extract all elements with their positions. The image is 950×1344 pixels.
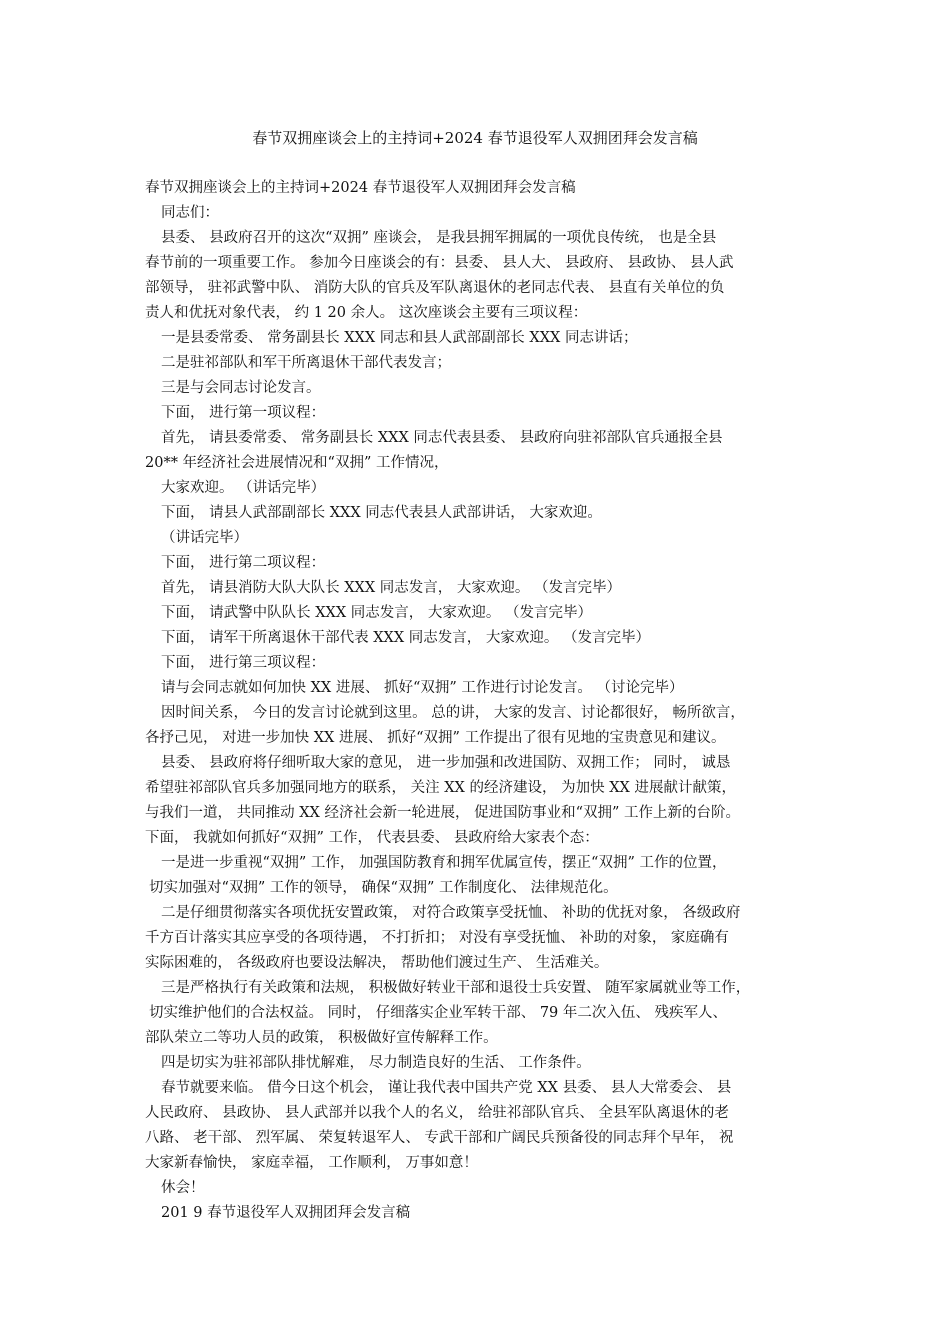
paragraph-line: 三是严格执行有关政策和法规， 积极做好转业干部和退役士兵安置、 随军家属就业等工作， xyxy=(161,980,751,996)
paragraph-line: 各抒己见， 对进一步加快 XX 进展、 抓好“双拥” 工作提出了很有见地的宝贵意见和建议。 xyxy=(145,730,726,746)
paragraph-line: 因时间关系， 今日的发言讨论就到这里。 总的讲， 大家的发言、讨论都很好， 畅所欲言， xyxy=(161,705,745,721)
document-title: 春节双拥座谈会上的主持词+2024 春节退役军人双拥团拜会发言稿 xyxy=(252,129,698,147)
paragraph-line: 三是与会同志讨论发言。 xyxy=(161,380,321,396)
paragraph-line: 请与会同志就如何加快 XX 进展、 抓好“双拥” 工作进行讨论发言。 （讨论完毕） xyxy=(161,680,684,696)
paragraph-line: （讲话完毕） xyxy=(161,530,248,546)
paragraph-line: 与我们一道， 共同推动 XX 经济社会新一轮进展， 促进国防事业和“双拥” 工作上新的台阶。 xyxy=(145,805,741,821)
paragraph-line: 春节就要来临。 借今日这个机会， 谨让我代表中国共产党 XX 县委、 县人大常委会、 县 xyxy=(161,1080,732,1096)
paragraph-line: 下面， 我就如何抓好“双拥” 工作， 代表县委、 县政府给大家表个态： xyxy=(145,830,599,846)
paragraph-line: 下面， 请武警中队队长 XXX 同志发言， 大家欢迎。 （发言完毕） xyxy=(161,605,593,621)
paragraph-line: 201 9 春节退役军人双拥团拜会发言稿 xyxy=(161,1205,411,1221)
paragraph-line: 下面， 进行第二项议程： xyxy=(161,555,326,571)
paragraph-line: 希望驻祁部队官兵多加强同地方的联系， 关注 XX 的经济建设， 为加快 XX 进展献计献策， xyxy=(145,780,736,796)
paragraph-line: 首先， 请县消防大队大队长 XXX 同志发言， 大家欢迎。 （发言完毕） xyxy=(161,580,622,596)
paragraph-line: 首先， 请县委常委、 常务副县长 XXX 同志代表县委、 县政府向驻祁部队官兵通报全县 xyxy=(161,430,723,446)
paragraph-line: 下面， 进行第三项议程： xyxy=(161,655,326,671)
paragraph-line: 责人和优抚对象代表， 约 1 20 余人。 这次座谈会主要有三项议程： xyxy=(145,305,588,321)
paragraph-line: 人民政府、 县政协、 县人武部并以我个人的名义， 给驻祁部队官兵、 全县军队离退休的老 xyxy=(145,1105,729,1121)
paragraph-line: 春节双拥座谈会上的主持词+2024 春节退役军人双拥团拜会发言稿 xyxy=(145,180,576,196)
paragraph-line: 切实维护他们的合法权益。 同时， 仔细落实企业军转干部、 79 年二次入伍、 残疾军人、 xyxy=(149,1005,727,1021)
paragraph-line: 大家新春愉快， 家庭幸福， 工作顺利， 万事如意！ xyxy=(145,1155,478,1171)
paragraph-line: 下面， 请县人武部副部长 XXX 同志代表县人武部讲话， 大家欢迎。 xyxy=(161,505,602,521)
paragraph-line: 一是县委常委、 常务副县长 XXX 同志和县人武部副部长 XXX 同志讲话； xyxy=(161,330,638,346)
paragraph-line: 春节前的一项重要工作。 参加今日座谈会的有：县委、 县人大、 县政府、 县政协、 县人武 xyxy=(145,255,734,271)
paragraph-line: 实际困难的， 各级政府也要设法解决， 帮助他们渡过生产、 生活难关。 xyxy=(145,955,609,971)
paragraph-line: 大家欢迎。 （讲话完毕） xyxy=(161,480,326,496)
paragraph-line: 切实加强对“双拥” 工作的领导， 确保“双拥” 工作制度化、 法律规范化。 xyxy=(149,880,618,896)
paragraph-line: 部队荣立二等功人员的政策， 积极做好宣传解释工作。 xyxy=(145,1030,498,1046)
paragraph-line: 八路、 老干部、 烈军属、 荣复转退军人、 专武干部和广阔民兵预备役的同志拜个早年， 祝 xyxy=(145,1130,734,1146)
paragraph-line: 二是仔细贯彻落实各项优抚安置政策， 对符合政策享受抚恤、 补助的优抚对象， 各级政府 xyxy=(161,905,741,921)
paragraph-line: 20** 年经济社会进展情况和“双拥” 工作情况， xyxy=(145,455,449,471)
paragraph-line: 县委、 县政府将仔细听取大家的意见， 进一步加强和改进国防、双拥工作； 同时， 诚恳 xyxy=(161,755,731,771)
paragraph-line: 一是进一步重视“双拥” 工作， 加强国防教育和拥军优属宣传，摆正“双拥” 工作的位置， xyxy=(161,855,727,871)
paragraph-line: 下面， 请军干所离退休干部代表 XXX 同志发言， 大家欢迎。 （发言完毕） xyxy=(161,630,651,646)
paragraph-line: 同志们： xyxy=(161,205,219,221)
paragraph-line: 下面， 进行第一项议程： xyxy=(161,405,326,421)
paragraph-line: 四是切实为驻祁部队排忧解难， 尽力制造良好的生活、 工作条件。 xyxy=(161,1055,591,1071)
paragraph-line: 县委、 县政府召开的这次“双拥” 座谈会， 是我县拥军拥属的一项优良传统， 也是全县 xyxy=(161,230,717,246)
paragraph-line: 二是驻祁部队和军干所离退休干部代表发言； xyxy=(161,355,451,371)
paragraph-line: 休会！ xyxy=(161,1180,205,1196)
paragraph-line: 千方百计落实其应享受的各项待遇， 不打折扣； 对没有享受抚恤、 补助的对象， 家庭确有 xyxy=(145,930,729,946)
paragraph-line: 部领导， 驻祁武警中队、 消防大队的官兵及军队离退休的老同志代表、 县直有关单位的负 xyxy=(145,280,725,296)
